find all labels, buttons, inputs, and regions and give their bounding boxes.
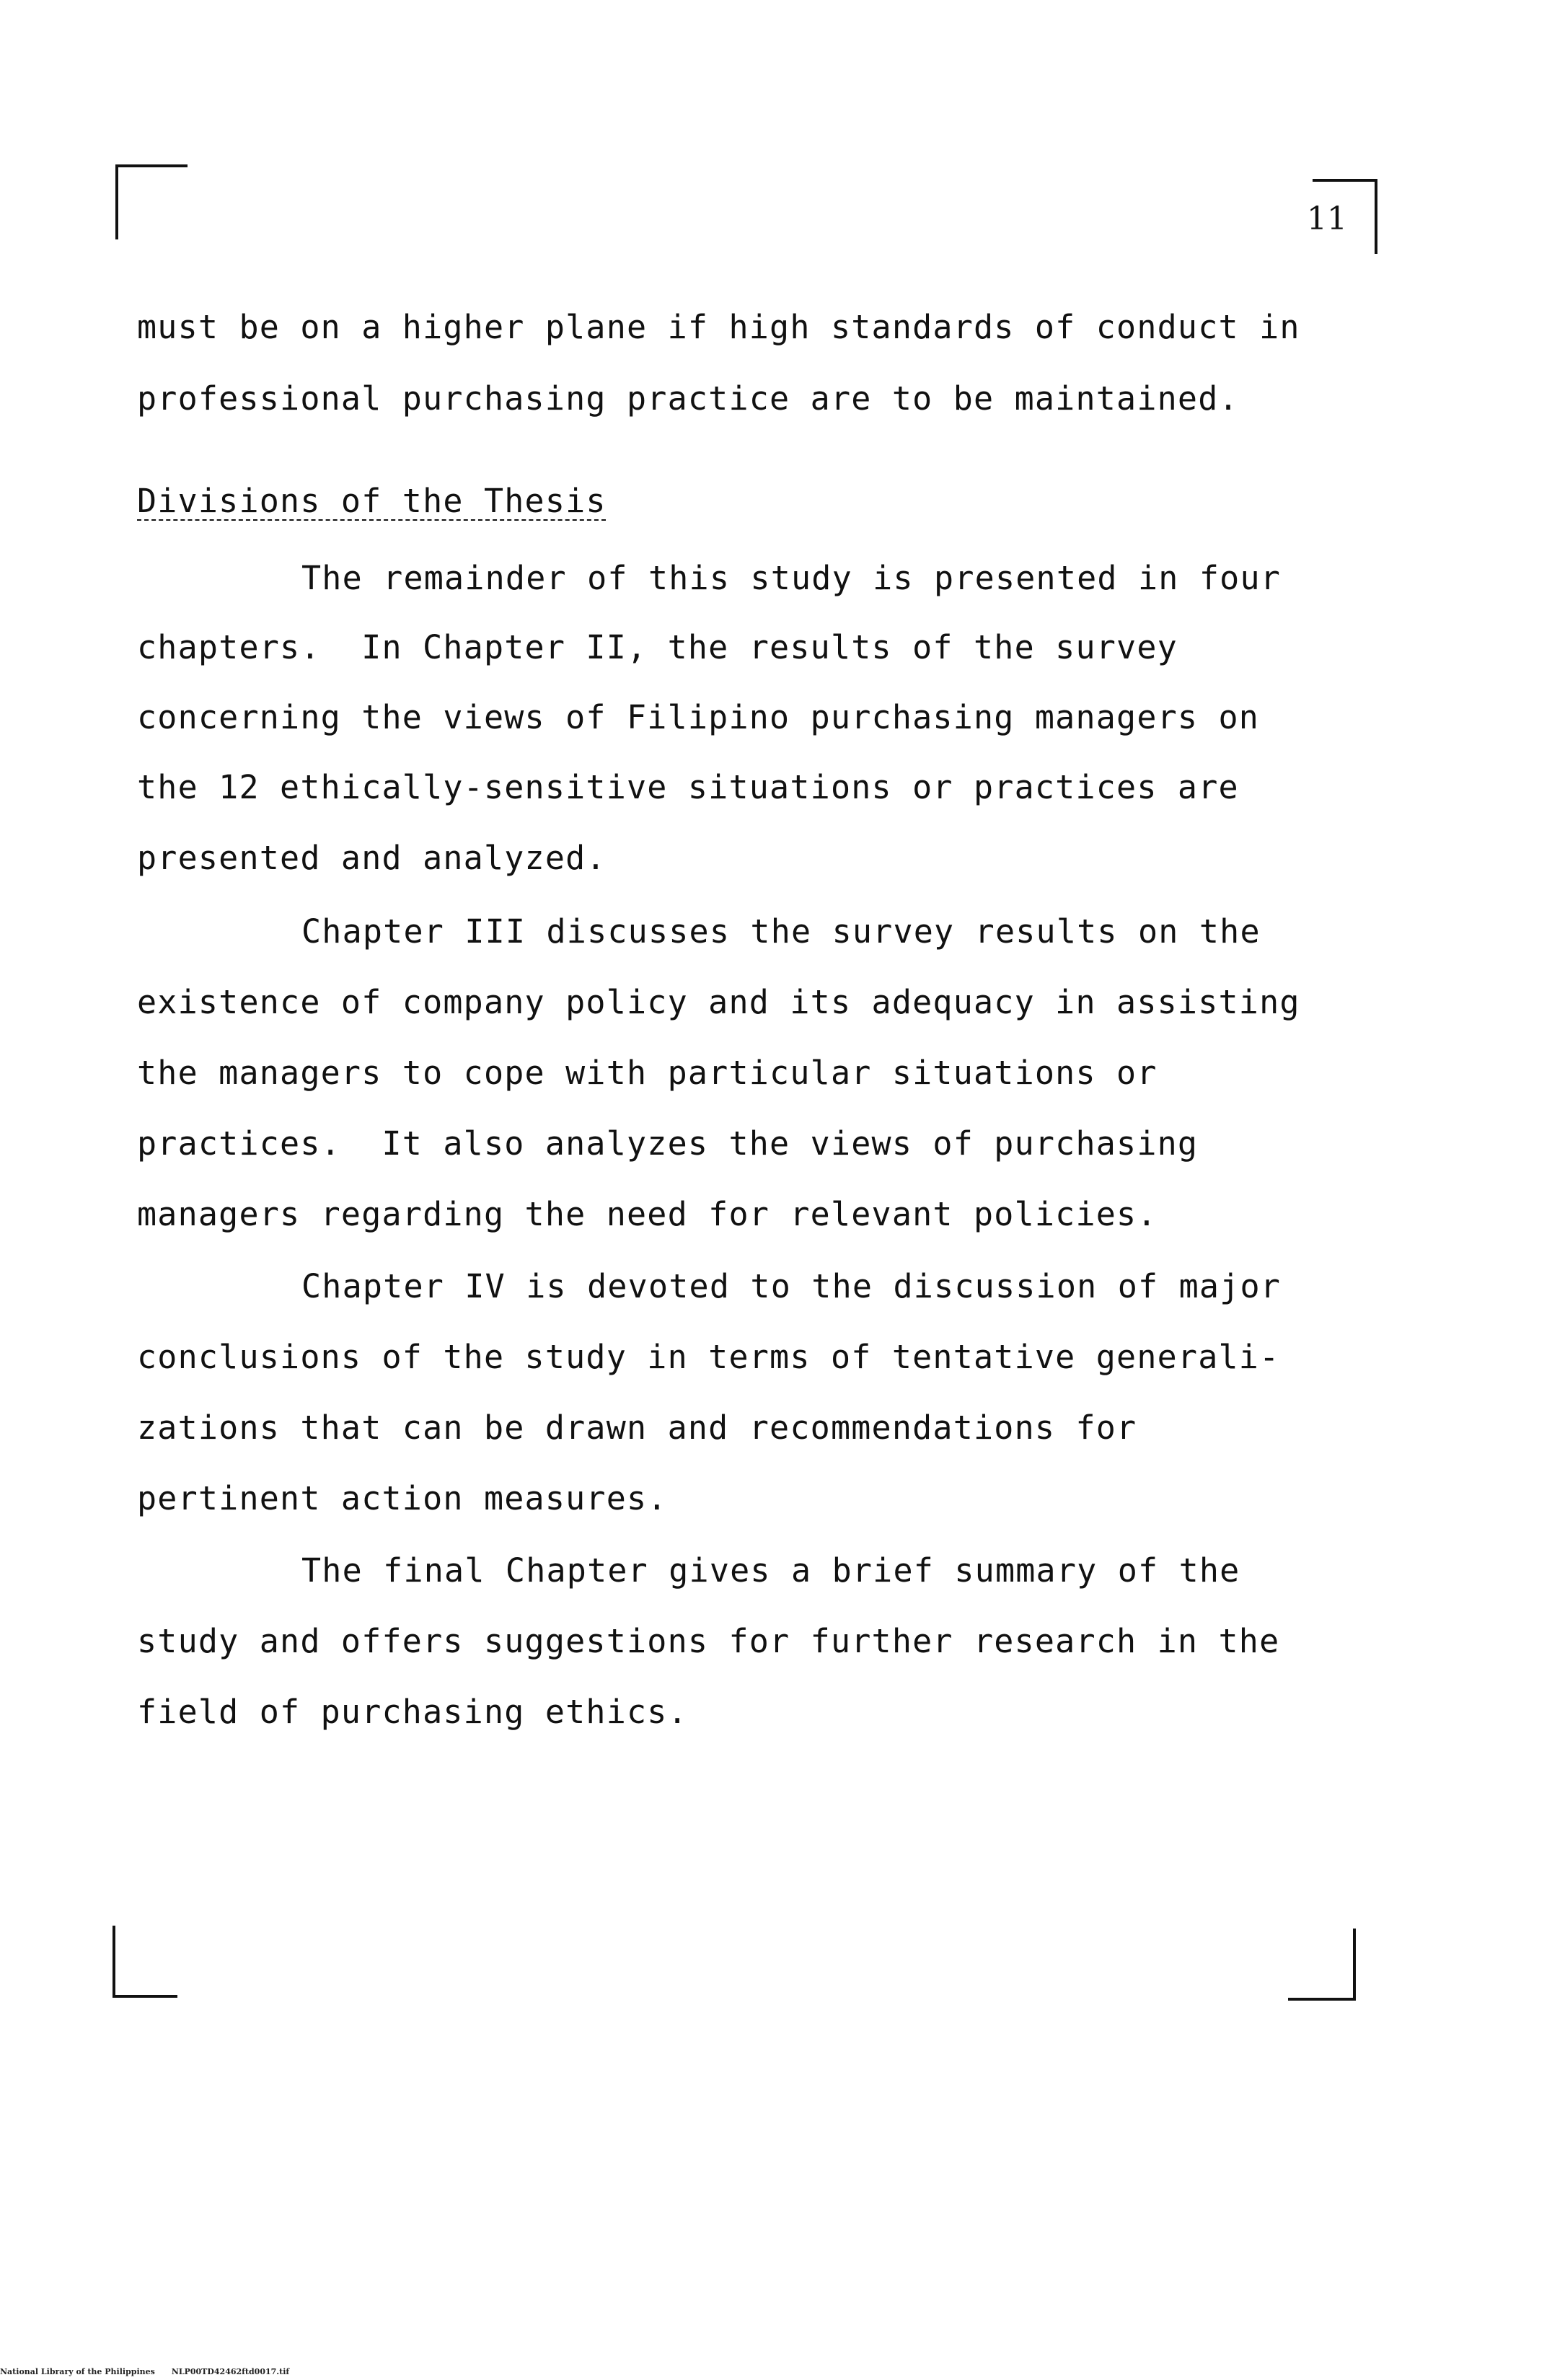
section-heading: Divisions of the Thesis <box>137 482 607 520</box>
paragraph-first-line: The final Chapter gives a brief summary of the <box>301 1551 1240 1590</box>
text-line: concerning the views of Filipino purchasing managers on <box>137 698 1260 736</box>
text-line: chapters. In Chapter II, the results of the survey <box>137 628 1178 666</box>
text-line: managers regarding the need for relevant policies. <box>137 1195 1158 1233</box>
paragraph-first-line: Chapter III discusses the survey results on the <box>301 912 1261 951</box>
scan-footer <box>0 2367 289 2376</box>
text-line: field of purchasing ethics. <box>137 1693 688 1731</box>
text-line: pertinent action measures. <box>137 1479 668 1517</box>
text-line: must be on a higher plane if high standards of conduct in <box>137 308 1300 346</box>
crop-mark-bottom-left <box>113 1926 177 1998</box>
text-line: the managers to cope with particular situations or <box>137 1054 1158 1092</box>
crop-mark-bottom-right <box>1288 1929 1356 2001</box>
text-line: the 12 ethically-sensitive situations or practices are <box>137 768 1239 806</box>
text-line: zations that can be drawn and recommendations for <box>137 1409 1137 1447</box>
text-line: presented and analyzed. <box>137 839 607 877</box>
paragraph-first-line: Chapter IV is devoted to the discussion of major <box>301 1267 1282 1305</box>
footer-library: National Library of the Philippines <box>0 2367 155 2376</box>
text-line: study and offers suggestions for further research in the <box>137 1622 1280 1660</box>
page-number: 11 <box>1307 200 1347 237</box>
text-line: conclusions of the study in terms of tentative generali- <box>137 1338 1280 1376</box>
footer-filename: NLP00TD42462ftd0017.tif <box>171 2367 290 2376</box>
text-line: professional purchasing practice are to be maintained. <box>137 379 1239 418</box>
text-line: practices. It also analyzes the views of purchasing <box>137 1124 1199 1163</box>
crop-mark-top-left <box>115 164 188 239</box>
text-line: existence of company policy and its adequacy in assisting <box>137 983 1300 1021</box>
paragraph-first-line: The remainder of this study is presented in four <box>301 559 1282 597</box>
